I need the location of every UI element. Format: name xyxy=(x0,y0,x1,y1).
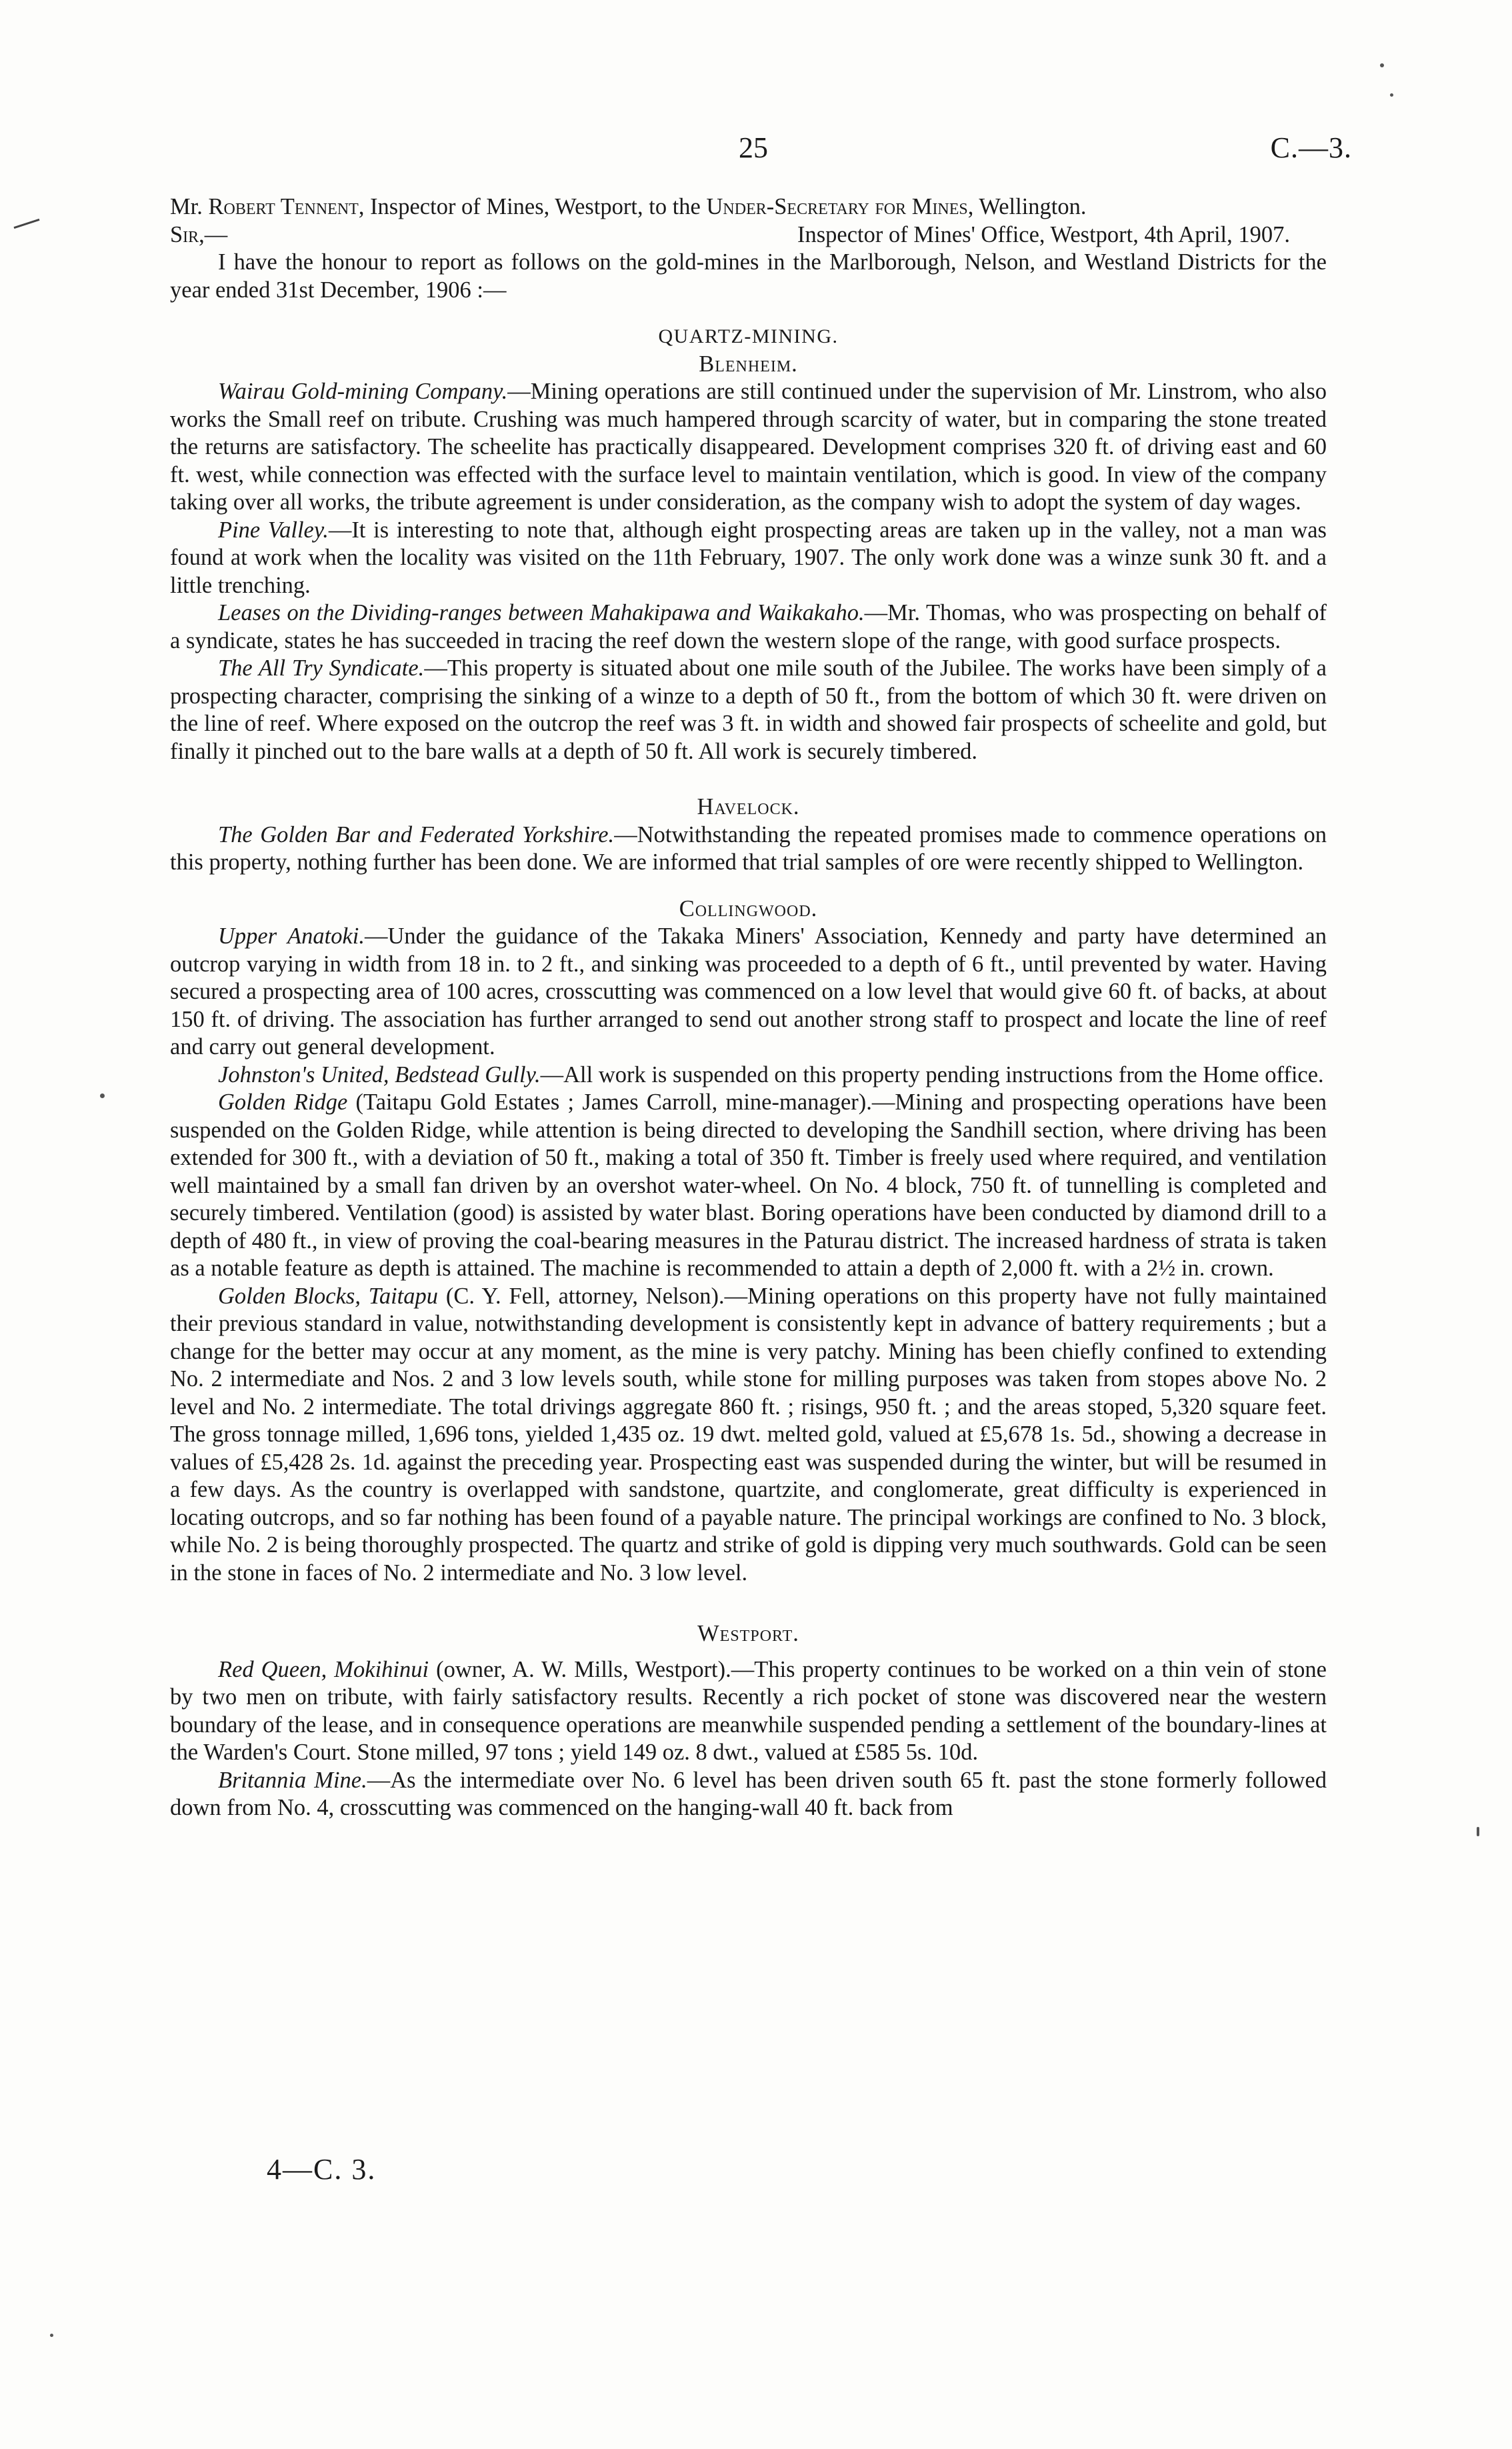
paragraph-red-queen xyxy=(170,1656,1327,1767)
paragraph-text: (Taitapu Gold Estates ; James Carroll, mine-manager).—Mining and prospecting operations have been suspended on the Golden Ridge, while attention is being directed to developing the Sandhill section, where driving has been extended for 300 ft., with a deviation of 50 ft., making a total of 350 ft. Timber is freely used where required, and ventilation well maintained by a small fan driven by an overshot water-wheel. On No. 4 block, 750 ft. of tunnelling is completed and securely timbered. Ventilation (good) is assisted by water blast. Boring operations have been conducted by diamond drill to a depth of 480 ft., in view of proving the coal-bearing measures in the Paturau district. The increased hardness of strata is taken as a notable feature as depth is attained. The machine is recommended to attain a depth of 2,000 ft. with a 2½ in. crown. xyxy=(170,1089,1327,1281)
paragraph-leases xyxy=(170,599,1327,655)
paragraph-golden-blocks xyxy=(170,1283,1327,1588)
to-name: Under-Secretary for Mines xyxy=(706,194,968,219)
section-heading-havelock: Havelock. xyxy=(697,794,800,819)
paragraph-text: —Notwithstanding the repeated promises made to commence operations on this property, nothing further has been done. We are informed that trial samples of ore were recently shipped to Wellington. xyxy=(170,821,1327,875)
paragraph-text: —Mining operations are still continued under the supervision of Mr. Linstrom, who also works the Small reef on tribute. Crushing was much hampered through scarcity of water, but in comparing the stone treated the returns are satisfactory. The scheelite has practically disappeared. Development comprises 320 ft. of driving east and 60 ft. west, while connection was effected with the surface level to maintain ventilation, which is good. In view of the company taking over all works, the tribute agreement is under consideration, as the company wish to adopt the system of day wages. xyxy=(170,379,1327,515)
paper-speck xyxy=(1380,63,1384,67)
report-body xyxy=(170,193,1327,1822)
salutation: Sir,— xyxy=(170,221,228,247)
paragraph-text: (C. Y. Fell, attorney, Nelson).—Mining operations on this property have not fully maintained their previous standard in value, notwithstanding development is consistently kept in advance of battery requirements ; but a change for the better may occur at any moment, as the mine is very patchy. Mining has been chiefly confined to extending No. 2 intermediate and Nos. 2 and 3 low levels south, while stone for milling purposes was taken from stopes above No. 2 level and No. 2 intermediate. The total drivings aggregate 860 ft. ; risings, 950 ft. ; and the areas stoped, 5,320 square feet. The gross tonnage milled, 1,696 tons, yielded 1,435 oz. 19 dwt. melted gold, valued at £5,678 1s. 5d., showing a decrease in values of £5,428 2s. 1d. against the preceding year. Prospecting east was suspended during the winter, but will be resumed in a few days. As the country is overlapped with sandstone, quartzite, and conglomerate, great difficulty is experienced in locating outcrops, and so far nothing has been found of a payable nature. The principal workings are confined to No. 3 block, while No. 2 is being thoroughly prospected. The quartz and strike of gold is dipping very much southwards. Gold can be seen in the stone in faces of No. 2 intermediate and No. 3 low level. xyxy=(170,1283,1327,1586)
paragraph-pine-valley xyxy=(170,517,1327,600)
paragraph-wairau xyxy=(170,378,1327,517)
paragraph-text: —All work is suspended on this property pending instructions from the Home office. xyxy=(540,1061,1324,1087)
paragraph-title: Britannia Mine. xyxy=(218,1767,367,1793)
intro-paragraph: I have the honour to report as follows on the gold-mines in the Marlborough, Nelson, and Westland Districts for the year ended 31st December, 1906 :— xyxy=(170,249,1327,303)
paper-speck xyxy=(100,1093,105,1098)
paragraph-all-try xyxy=(170,655,1327,765)
paragraph-golden-ridge xyxy=(170,1089,1327,1283)
paragraph-title: Pine Valley. xyxy=(218,517,329,543)
paragraph-text: (owner, A. W. Mills, Westport).—This property continues to be worked on a thin vein of stone by two men on tribute, with fairly satisfactory results. Recently a rich pocket of stone was discovered near the western boundary of the lease, and in consequence operations are meanwhile suspended pending a settlement of the boundary-lines at the Warden's Court. Stone milled, 97 tons ; yield 149 oz. 8 dwt., valued at £585 5s. 10d. xyxy=(170,1656,1327,1765)
letter-address-line xyxy=(170,193,1327,221)
paragraph-text: —Mr. Thomas, who was prospecting on behalf of a syndicate, states he has succeeded in tracing the reef down the western slope of the range, with good surface prospects. xyxy=(170,600,1327,653)
paragraph-text: —It is interesting to note that, although eight prospecting areas are taken up in the valley, not a man was found at work when the locality was visited on the 11th February, 1907. The only work done was a winze sunk 30 ft. and a little trenching. xyxy=(170,517,1327,598)
document-code: C.—3. xyxy=(1270,131,1352,164)
from-prefix: Mr. xyxy=(170,194,209,219)
paragraph-title: Golden Blocks, Taitapu xyxy=(218,1283,439,1309)
paper-speck xyxy=(1477,1827,1479,1836)
section-heading-quartz-mining: QUARTZ-MINING. xyxy=(658,325,839,347)
paper-speck xyxy=(50,2334,53,2337)
paragraph-title: Johnston's United, Bedstead Gully. xyxy=(218,1061,541,1087)
to-suffix: , Wellington. xyxy=(967,194,1087,219)
dateline: Inspector of Mines' Office, Westport, 4th April, 1907. xyxy=(797,221,1290,247)
page-number: 25 xyxy=(739,131,768,164)
paragraph-title: The Golden Bar and Federated Yorkshire. xyxy=(218,821,615,847)
section-heading-collingwood: Collingwood. xyxy=(679,895,818,921)
paragraph-title: Golden Ridge xyxy=(218,1089,348,1115)
paragraph-johnstons-united xyxy=(170,1061,1327,1089)
section-heading-westport: Westport. xyxy=(697,1621,799,1646)
paragraph-golden-bar xyxy=(170,821,1327,877)
section-heading-blenheim: Blenheim. xyxy=(699,351,798,377)
paragraph-title: Leases on the Dividing-ranges between Mahakipawa and Waikakaho. xyxy=(218,600,865,625)
paragraph-upper-anatoki xyxy=(170,923,1327,1061)
from-name: Robert Tennent xyxy=(208,194,359,219)
paragraph-title: Red Queen, Mokihinui xyxy=(218,1656,429,1682)
margin-mark xyxy=(14,219,40,229)
paragraph-britannia xyxy=(170,1767,1327,1822)
paragraph-title: Wairau Gold-mining Company. xyxy=(218,379,508,404)
from-mid: , Inspector of Mines, Westport, to the xyxy=(358,194,707,219)
paragraph-title: The All Try Syndicate. xyxy=(218,655,425,681)
paper-speck xyxy=(1390,93,1393,97)
salutation-line xyxy=(170,221,1327,249)
paragraph-title: Upper Anatoki. xyxy=(218,923,365,949)
paragraph-text: —This property is situated about one mile south of the Jubilee. The works have been simply of a prospecting character, comprising the sinking of a winze to a depth of 50 ft., from the bottom of which 30 ft. were driven on the line of reef. Where exposed on the outcrop the reef was 3 ft. in width and showed fair prospects of scheelite and gold, but finally it pinched out to the bare walls at a depth of 50 ft. All work is securely timbered. xyxy=(170,655,1327,764)
paragraph-text: —As the intermediate over No. 6 level has been driven south 65 ft. past the stone formerly followed down from No. 4, crosscutting was commenced on the hanging-wall 40 ft. back from xyxy=(170,1767,1327,1820)
paragraph-text: —Under the guidance of the Takaka Miners' Association, Kennedy and party have determined an outcrop varying in width from 18 in. to 2 ft., and sinking was proceeded to a depth of 6 ft., until prevented by water. Having secured a prospecting area of 100 acres, crosscutting was commenced on a low level that would give 60 ft. of backs, at about 150 ft. of driving. The association has further arranged to send out another strong staff to prospect and locate the line of reef and carry out general development. xyxy=(170,923,1327,1059)
signature-code: 4—C. 3. xyxy=(267,2153,377,2186)
